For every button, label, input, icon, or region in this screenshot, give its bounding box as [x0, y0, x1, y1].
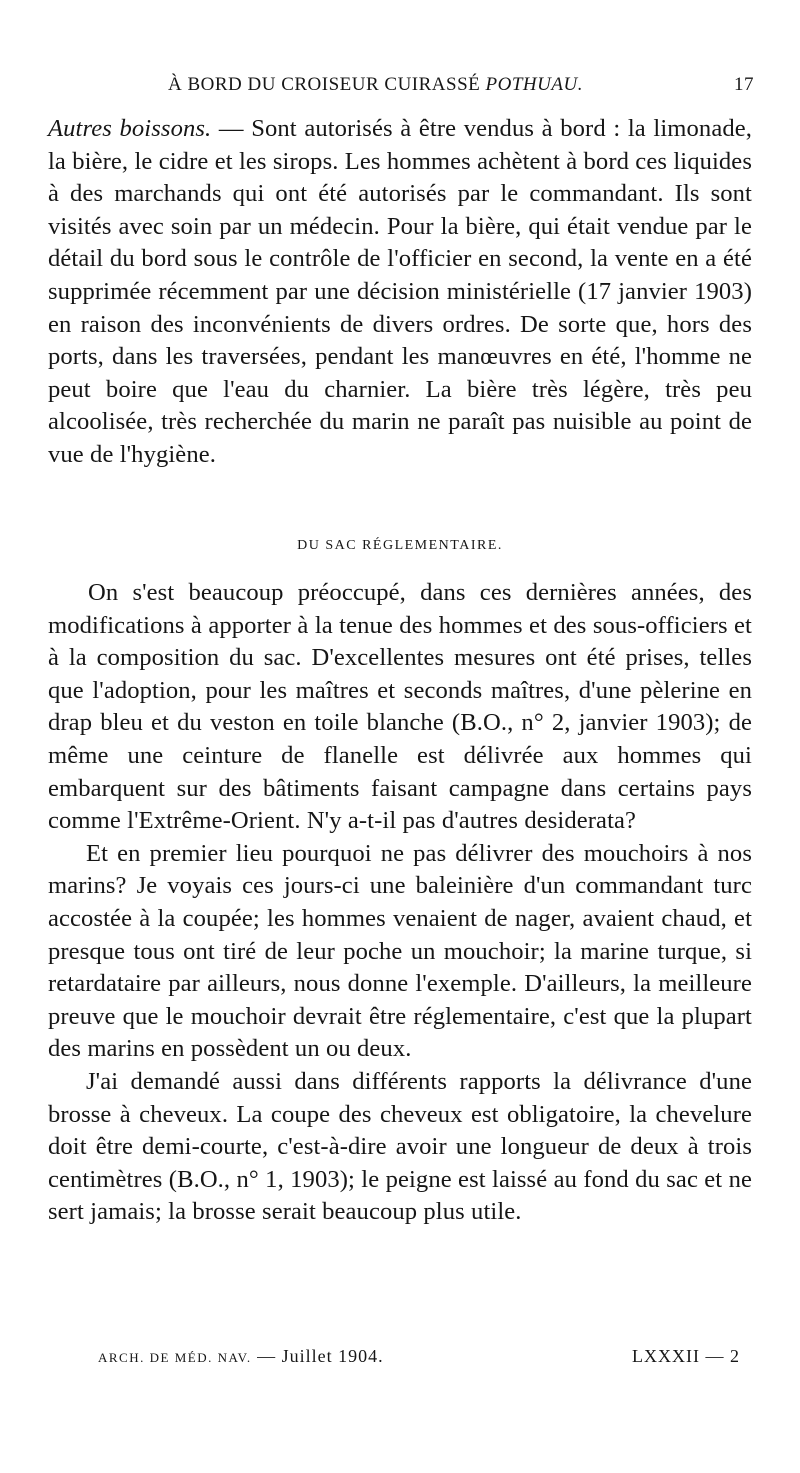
section-heading: DU SAC RÉGLEMENTAIRE. [297, 538, 503, 553]
page-footer [98, 1346, 740, 1376]
paragraph: Et en premier lieu pourquoi ne pas délivrer des mouchoirs à nos marins? Je voyais ces jours-ci une baleinière d'un commandant turc accostée à la coupée; les hommes venaient de nager, avaient chaud, et presque tous ont tiré de leur poche un mouchoir; la marine turque, si retardataire par ailleurs, nous donne l'exemple. D'ailleurs, la meilleure preuve que le mouchoir devrait être réglementaire, c'est que la plupart des marins en possèdent un ou deux. [48, 839, 752, 1063]
footer-journal: ARCH. DE MÉD. NAV. [98, 1350, 252, 1365]
footer-journal-line [98, 1346, 384, 1367]
section-autres-boissons [48, 113, 752, 472]
footer-date: — Juillet 1904. [251, 1346, 384, 1366]
paragraph-text: — Sont autorisés à être vendus à bord : la limonade, la bière, le cidre et les sirops. Les hommes achètent à bord ces liquides à des marchands qui ont été autorisés par le commandant. Ils sont visités avec soin par un médecin. Pour la bière, qui était vendue par le détail du bord sous le contrôle de l'officier en second, la vente en a été supprimée récemment par une décision ministérielle (17 janvier 1903) en raison des inconvénients de divers ordres. De sorte que, hors des ports, dans les traversées, pendant les manœuvres en été, l'homme ne peut boire que l'eau du charnier. La bière très légère, très peu alcoolisée, très recherchée du marin ne paraît pas nuisible au point de vue de l'hygiène. [48, 115, 752, 468]
running-title-main: À BORD DU CROISEUR CUIRASSÉ [168, 74, 486, 95]
paragraph [48, 113, 752, 472]
section-sac-reglementaire [48, 577, 752, 1229]
paragraph-lead: Autres boissons. [48, 115, 212, 142]
footer-signature: LXXXII — 2 [632, 1346, 740, 1366]
running-title-ship: POTHUAU. [485, 74, 583, 95]
running-header [48, 74, 754, 102]
running-title [168, 74, 583, 96]
page-number: 17 [734, 74, 754, 95]
paragraph: J'ai demandé aussi dans différents rapports la délivrance d'une brosse à cheveux. La coupe des cheveux est obligatoire, la chevelure doit être demi-courte, c'est-à-dire avoir une longueur de deux à trois centimètres (B.O., n° 1, 1903); le peigne est laissé au fond du sac et ne sert jamais; la brosse serait beaucoup plus utile. [48, 1067, 752, 1226]
paragraph: On s'est beaucoup préoccupé, dans ces dernières années, des modifications à apporter à la tenue des hommes et des sous-officiers et à la composition du sac. D'excellentes mesures ont été prises, telles que l'adoption, pour les maîtres et seconds maîtres, d'une pèlerine en drap bleu et du veston en toile blanche (B.O., n° 2, janvier 1903); de même une ceinture de flanelle est délivrée aux hommes qui embarquent sur des bâtiments faisant campagne dans certains pays comme l'Extrême-Orient. N'y a-t-il pas d'autres desiderata? [48, 579, 752, 835]
